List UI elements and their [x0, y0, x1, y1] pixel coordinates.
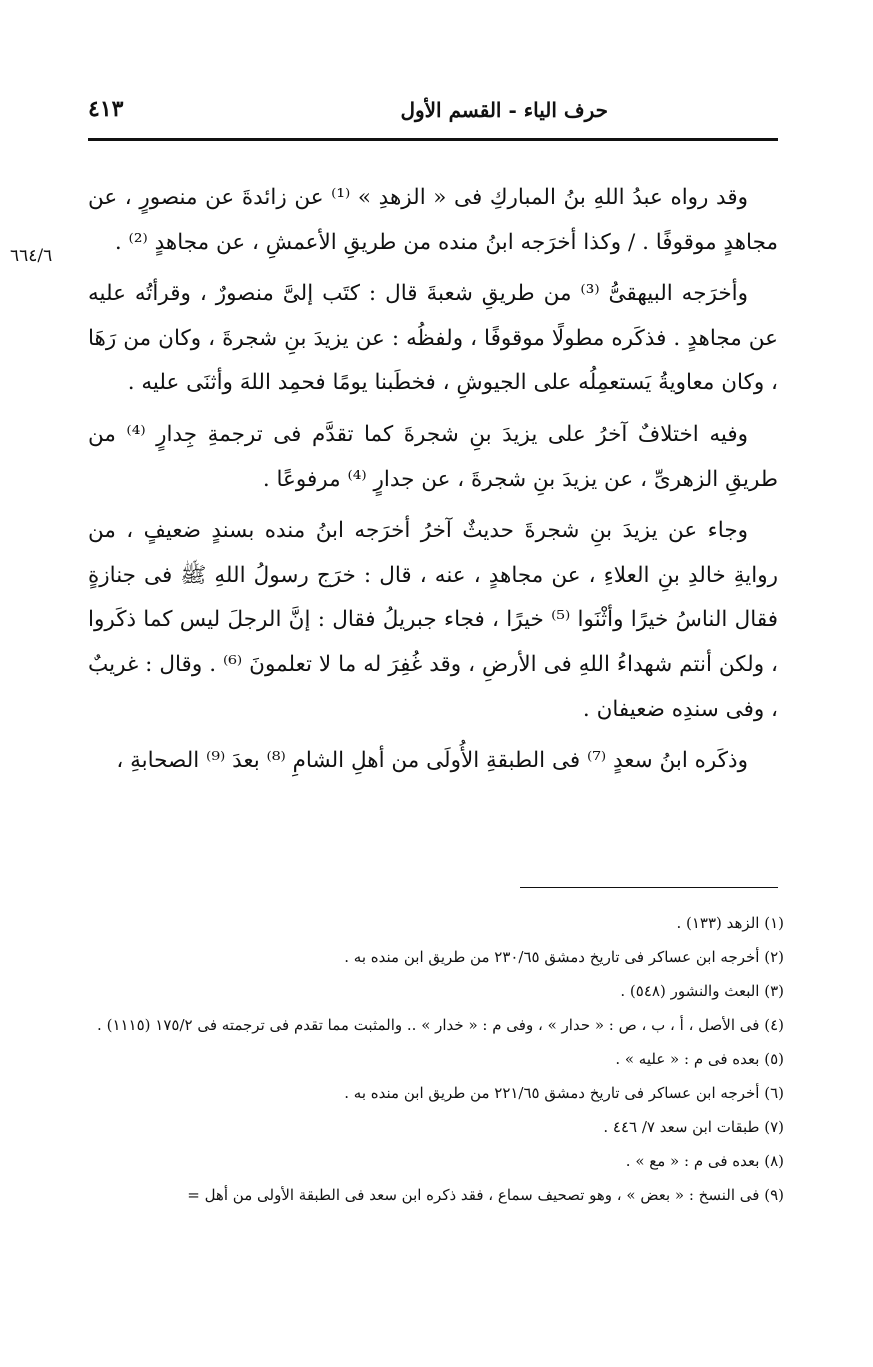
paragraph: وقد رواه عبدُ اللهِ بنُ المباركِ فى « الزهدِ » ⁽¹⁾ عن زائدةَ عن منصورٍ ، عن مجاهدٍ موقوفًا . / وكذا أخرَجه ابنُ منده من طريقِ الأعمشِ ، عن مجاهدٍ ⁽²⁾ .: [88, 185, 778, 255]
main-text: [88, 176, 778, 791]
footnote: (٣) البعث والنشور (٥٤٨) .: [620, 982, 784, 1000]
footnote: (٦) أخرجه ابن عساكر فى تاريخ دمشق ٢٢١/٦٥ من طريق ابن منده به .: [344, 1084, 784, 1102]
header-rule: [88, 138, 778, 141]
footnote: (٨) بعده فى م : « مع » .: [625, 1152, 784, 1170]
paragraph: وذكَره ابنُ سعدٍ ⁽⁷⁾ فى الطبقةِ الأُولَى من أهلِ الشامِ ⁽⁸⁾ بعدَ ⁽⁹⁾ الصحابةِ ،: [116, 748, 748, 774]
page-header: [88, 92, 778, 132]
footnote: (٧) طبقات ابن سعد ٧/ ٤٤٦ .: [603, 1118, 784, 1136]
paragraph: وأخرَجه البيهقىُّ ⁽³⁾ من طريقِ شعبةَ قال : كتَب إلىَّ منصورٌ ، وقرأتُه عليه عن مجاهدٍ . فذكَره مطولًا موقوفًا ، ولفظُه : عن يزيدَ بنِ شجرةَ ، وكان من رَهَا ، وكان معاويةُ يَستعمِلُه على الجيوشِ ، فخطَبنا يومًا فحمِد اللهَ وأثنَى عليه .: [88, 281, 778, 396]
footnote: (٥) بعده فى م : « عليه » .: [615, 1050, 784, 1068]
footnote-separator: [520, 887, 778, 888]
footnote: (٢) أخرجه ابن عساكر فى تاريخ دمشق ٢٣٠/٦٥ من طريق ابن منده به .: [344, 948, 784, 966]
footnote: (١) الزهد (١٣٣) .: [676, 914, 784, 932]
paragraph: وجاء عن يزيدَ بنِ شجرةَ حديثٌ آخرُ أخرَجه ابنُ منده بسندٍ ضعيفٍ ، من روايةِ خالدِ بنِ العلاءِ ، عن مجاهدٍ ، عنه ، قال : خرَج رسولُ اللهِ ﷺ فى جنازةٍ فقال الناسُ خيرًا وأثْنَوا ⁽⁵⁾ خيرًا ، فجاء جبريلُ فقال : إنَّ الرجلَ ليس كما ذكَروا ، ولكن أنتم شهداءُ اللهِ فى الأرضِ ، وقد غُفِرَ له ما لا تعلمونَ ⁽⁶⁾ . وقال : غريبٌ ، وفى سندِه ضعيفان .: [88, 518, 778, 722]
paragraph: وفيه اختلافٌ آخرُ على يزيدَ بنِ شجرةَ كما تقدَّم فى ترجمةِ جِدارٍ ⁽⁴⁾ من طريقِ الزهرىِّ ، عن يزيدَ بنِ شجرةَ ، عن جدارٍ ⁽⁴⁾ مرفوعًا .: [88, 421, 778, 492]
footnote: (٤) فى الأصل ، أ ، ب ، ص : « حدار » ، وفى م : « خدار » .. والمثبت مما تقدم فى ترجمته فى ١٧٥/٢ (١١١٥) .: [97, 1016, 784, 1034]
margin-reference: ٦٦٤/٦: [10, 246, 53, 266]
footnotes: [84, 906, 784, 1212]
running-title: حرف الياء - القسم الأول: [400, 98, 608, 122]
page-number: ٤١٣: [88, 96, 124, 122]
footnote: (٩) فى النسخ : « بعض » ، وهو تصحيف سماع ، فقد ذكره ابن سعد فى الطبقة الأولى من أهل =: [187, 1186, 784, 1204]
